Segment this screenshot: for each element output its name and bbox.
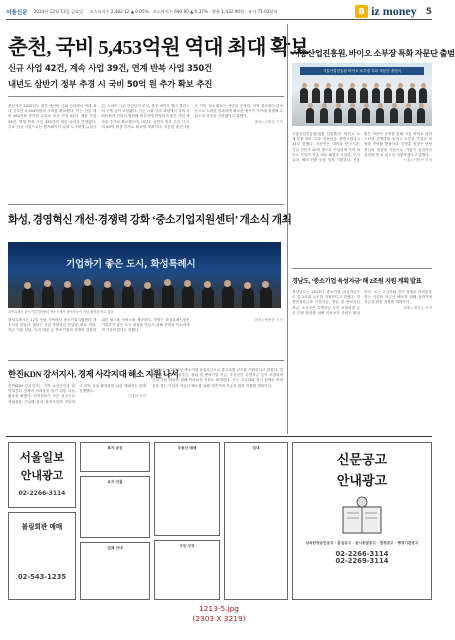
main-article-text: 춘천시가 2025년도 정부 예산안 국회 심의에서 역대 최대 규모인 5,453억원의 국비를 확보했다. 이는 전년 대비 462억원 증가한 수치로 신규 사업 42건, 계속 사업 39건, 연계 반복 사업 350건에 대한 국비가 반영됐다. 주요 신규 사업으로는 캠프페이지 일대 도시재생 뉴딜사업, 스마트 그린 산업단지 조성, 춘천 바이오 헬스 클러스터 구축 등이 포함됐다. 시는 국회 심의 과정에서 지역 국회의원과 긴밀히 협력해 정부안에 반영되지 않은 사업 예산을 추가로 확보했으며, 내년도 상반기 정부 추경 시 국비 50억 원을 추가로 확보할 계획이다. 육동한 춘천시장은 이번 국비 확보는 시민과 공직자, 지역 정치권이 한마음으로 노력한 결과라며 확보된 예산이 적기에 집행될 수 있도록 만전을 기하겠다고 말했다. — [8, 104, 283, 129]
mid-bottom-text: 경상남도는 2025년 중소기업 육성자금으로 총 2조원 규모를 지원한다고 밝혔다. 경영안정자금과 시설자금, 창업 및 벤처기업 자금, 소상공인 특별자금 등이 포함되며 금리 부담 완화를 위해 이차보전 지원도 확대한다. 도는 고금리와 경기 침체로 어려움을 겪는 기업의 자금난 해소를 위해 상반기에 자금을 집중 지원할 계획이다. — [152, 368, 283, 388]
people-group — [8, 276, 281, 308]
people-row — [296, 83, 428, 103]
divider — [292, 268, 432, 269]
event-photo — [8, 242, 281, 308]
center-headline: 화성, 경영혁신 개선·경쟁력 강화 ‘중소기업지원센터’ 개소식 개최 — [8, 215, 292, 226]
newspaper-reader-icon — [337, 495, 387, 537]
classified-ad-2 — [80, 476, 150, 538]
market-ticker: 코스피지수 2,482.12 ▲ 0.05% · 코스닥지수 690.80 ▲ 0.37% · 환율 1,432.90원 · 유가 71.02달러 — [89, 8, 278, 14]
mid-right-text: 경상남도는 2025년 중소기업 육성자금으로 총 2조원 규모를 지원한다고 밝혔다. 경영안정자금과 시설자금, 창업 및 벤처기업 자금, 소상공인 특별자금 등이 포함되며 금리 부담 완화를 위해 이차보전 지원도 확대한다. 도는 고금리와 경기 침체로 어려움을 겪는 기업의 자금난 해소를 위해 상반기에 자금을 집중 지원할 계획이다. — [292, 290, 432, 315]
main-headline: 춘천, 국비 5,453억원 역대 최대 확보 — [8, 37, 309, 59]
paper-name: 서울신문 — [6, 9, 28, 16]
bottom-left-headline: 한진KDN 강서지사, 경제 사각지대 해소 지원 나서 — [8, 370, 179, 379]
award-photo — [292, 63, 432, 126]
classified-4-title: 부동산 매매 — [177, 446, 197, 450]
ad-public-notice — [292, 442, 432, 600]
ad1-title: 서울일보 — [19, 450, 65, 464]
center-article-body — [8, 318, 283, 356]
ad1-subtitle: 안내광고 — [20, 469, 64, 482]
event-photo-caption: 화성특례시 중소기업지원센터 개소식에서 참석자들이 기념 촬영을 하고 있다. — [8, 310, 115, 314]
right-top-body — [292, 132, 432, 262]
award-banner: 시흥산업진흥원 바이오 소부장 특화 자문단 출범식 — [300, 67, 424, 75]
ad3-phone-1: 02-2266-3114 — [335, 550, 389, 558]
event-banner-text: 기업하기 좋은 도시, 화성특례시 — [66, 259, 196, 270]
main-subhead-1: 신규 사업 42건, 계속 사업 39건, 연계 반복 사업 350건 — [8, 63, 212, 73]
right-top-headline: 시흥산업진흥원, 바이오 소부장 특화 자문단 출범 — [292, 49, 455, 58]
main-article-byline: 춘천=김정호 기자 — [254, 119, 283, 124]
ad-section-divider — [6, 436, 432, 437]
image-filename: 1213-5.jpg — [199, 604, 239, 613]
classified-ad-6 — [224, 442, 288, 600]
mid-right-byline: 창원=정민수 기자 — [403, 305, 432, 310]
mid-right-body — [292, 290, 432, 430]
ad2-phone: 02-543-1235 — [17, 573, 67, 581]
main-subhead-2: 내년도 삼반기 정부 추경 시 국비 50억 원 추가 확보 추진 — [8, 79, 213, 89]
right-top-byline: 시흥=이명선 기자 — [403, 158, 432, 163]
bottom-left-body — [8, 384, 146, 429]
divider — [8, 360, 284, 361]
ad1-phone: 02-2266-3114 — [18, 490, 66, 497]
newspaper-page — [6, 4, 455, 602]
ad3-phone-2: 02-2269-3114 — [335, 557, 389, 565]
ad3-subtitle: 안내광고 — [336, 474, 388, 489]
section-logo-icon: B — [355, 5, 368, 18]
masthead — [6, 4, 432, 20]
image-size: (2303 X 3219) — [192, 614, 246, 623]
page-number: 5 — [425, 6, 432, 17]
classified-2-title: 토지·건물 — [107, 480, 123, 484]
center-article-text: 화성특례시는 12일 동탄 지역에서 중소기업지원센터 개소식을 열었다. 센터는 기업 경영혁신 컨설팅, 판로 개척, 자금 지원 상담, 인력 매칭 등 중소기업의 경쟁력 강화를 위한 원스톱 서비스를 제공한다. 정명근 화성특례시장은 기업하기 좋은 도시 화성을 만들기 위해 현장의 목소리에 귀 기울이겠다고 말했다. — [8, 318, 190, 333]
ad-bowling — [8, 512, 76, 600]
classified-ad-1 — [80, 442, 150, 472]
ad-seoul-ilbo — [8, 442, 76, 508]
classified-ad-5 — [154, 540, 220, 600]
classified-5-title: 구인·구직 — [179, 544, 195, 548]
classified-1-title: 복지·공공 — [107, 446, 123, 450]
main-article-body — [8, 104, 283, 192]
center-article-byline: 화성=박용준 기자 — [254, 318, 283, 322]
ad2-title: 볼링회관 매매 — [21, 523, 63, 531]
ad3-description: 상속한정승인공고 · 분실공고 · 공시송달공고 · 법원공고 · 행정기관공고 — [305, 541, 419, 545]
people-row — [296, 103, 428, 123]
classified-3-title: 업체 안내 — [107, 546, 123, 550]
right-top-text: 시흥산업진흥원(원장 한창훈)은 바이오 소재·부품·장비 특화 자문단을 출범시켰다고 12일 밝혔다. 자문단은 대학과 연구기관, 기업 전문가 20여 명으로 구성되며 지역 바이오 기업의 기술 애로 해결과 사업화, 투자 유치, 해외 진출 등을 밀착 지원한다. 진흥원은 자문단 운영을 통해 시흥 바이오 클러스터의 경쟁력을 높이고 소부장 기업의 성장을 견인할 방침이다. 한창훈 원장은 현장 중심의 맞춤형 자문으로 기업이 실질적인 성과를 낼 수 있도록 지원하겠다고 말했다. — [292, 132, 432, 163]
image-footer — [0, 604, 438, 624]
bottom-left-byline: 김대현 기자 — [127, 394, 146, 399]
classified-6-title: 임대 — [252, 446, 260, 450]
issue-date: 2024년 12월 13일 금요일 — [33, 8, 84, 14]
classified-ad-4 — [154, 442, 220, 536]
divider — [8, 204, 284, 205]
divider — [8, 96, 284, 97]
mid-right-headline: 경남도, ‘중소기업 육성자금’ 해 2조원 지원 계획 발표 — [292, 278, 422, 285]
classified-ad-3 — [80, 542, 150, 600]
mid-bottom-body — [152, 368, 283, 429]
ad3-title: 신문공고 — [336, 453, 388, 468]
section-name: iz money — [371, 4, 417, 18]
section-header — [355, 4, 432, 19]
column-divider — [287, 24, 288, 434]
bottom-left-text: 한진KDN 강서지사는 지역 소상공인과 취약계층의 경제적 어려움을 덜기 위한 나눔 활동을 펼쳤다. 임직원들이 모은 성금으로 생필품을 구입해 관내 복지시설에 전달하고 지역 상권 활성화를 위한 캠페인도 함께 진행했다. — [8, 384, 146, 404]
